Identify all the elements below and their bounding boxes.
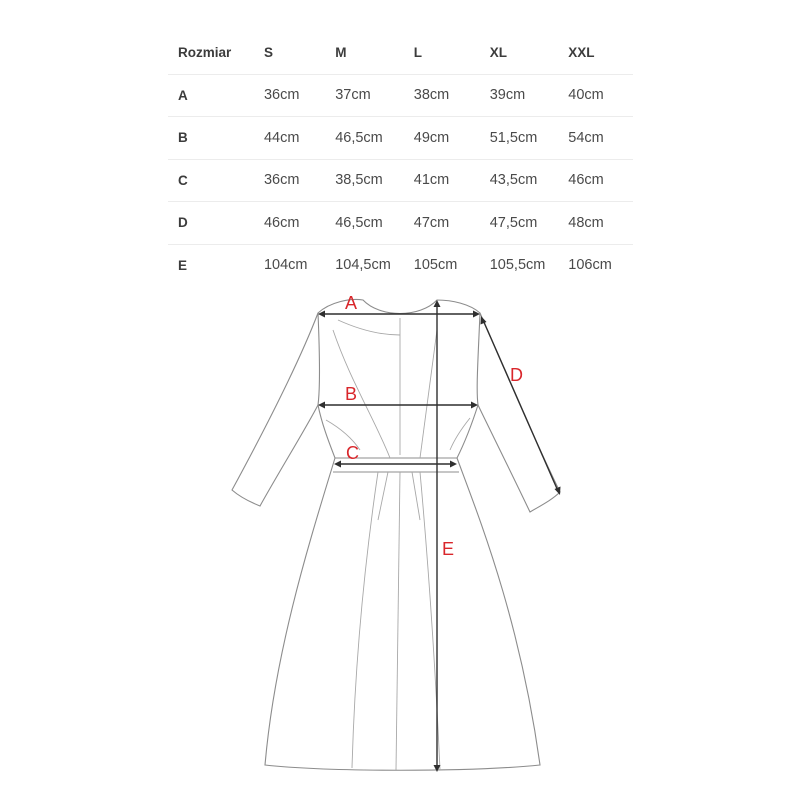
label-d: D — [510, 365, 523, 385]
measure-d-line — [483, 320, 558, 491]
table-cell: 44cm — [264, 117, 335, 160]
row-key: C — [168, 159, 264, 202]
table-cell: 46,5cm — [335, 117, 414, 160]
table-cell: 54cm — [568, 117, 633, 160]
row-key: A — [168, 74, 264, 117]
table-cell: 41cm — [414, 159, 490, 202]
header-xxl: XXL — [568, 32, 633, 74]
label-a: A — [345, 293, 358, 313]
table-cell: 37cm — [335, 74, 414, 117]
table-cell: 38,5cm — [335, 159, 414, 202]
measure-a — [318, 311, 480, 318]
table-cell: 38cm — [414, 74, 490, 117]
arrowhead — [434, 300, 441, 307]
arrowhead — [450, 461, 457, 468]
arrowhead — [481, 316, 487, 325]
label-c: C — [346, 443, 359, 463]
seam-line — [352, 472, 378, 768]
row-key: B — [168, 117, 264, 160]
table-cell: 36cm — [264, 74, 335, 117]
table-cell: 47cm — [414, 202, 490, 245]
table-cell: 106cm — [568, 257, 612, 274]
seam-line — [378, 472, 388, 520]
measure-e — [434, 300, 441, 772]
seam-line — [338, 320, 400, 335]
table-cell: 104cm — [263, 257, 308, 274]
arrowhead — [434, 765, 441, 772]
seam-line — [420, 330, 437, 458]
table-cell: 40cm — [568, 74, 633, 117]
table-cell: 47,5cm — [490, 202, 569, 245]
header-s: S — [264, 32, 335, 74]
table-cell: 48cm — [568, 202, 633, 245]
header-m: M — [335, 32, 414, 74]
arrowhead — [334, 461, 341, 468]
seam-line — [412, 472, 420, 520]
table-cell: 46cm — [568, 159, 633, 202]
header-xl: XL — [490, 32, 569, 74]
seam-line — [396, 472, 400, 770]
table-cell: 46cm — [264, 202, 335, 245]
header-size: Rozmiar — [168, 32, 264, 74]
seam-line — [450, 418, 470, 450]
label-b: B — [345, 384, 358, 404]
seam-line — [333, 330, 390, 458]
table-cell: 105,5cm — [489, 257, 546, 274]
table-cell: 46,5cm — [335, 202, 414, 245]
left-sleeve — [232, 313, 318, 506]
table-cell: 49cm — [414, 117, 490, 160]
row-key: D — [168, 202, 264, 245]
table-cell: 105cm — [413, 257, 458, 274]
table-cell: 51,5cm — [490, 117, 569, 160]
row-key: E — [178, 257, 188, 273]
table-cell: 39cm — [490, 74, 569, 117]
measure-b — [318, 402, 478, 409]
measure-d — [481, 316, 561, 495]
table-cell: 104,5cm — [335, 257, 391, 274]
table-cell: 36cm — [264, 159, 335, 202]
right-sleeve — [478, 313, 560, 512]
dress-silhouette — [265, 300, 540, 771]
label-e: E — [442, 539, 455, 559]
header-l: L — [414, 32, 490, 74]
table-cell: 43,5cm — [490, 159, 569, 202]
